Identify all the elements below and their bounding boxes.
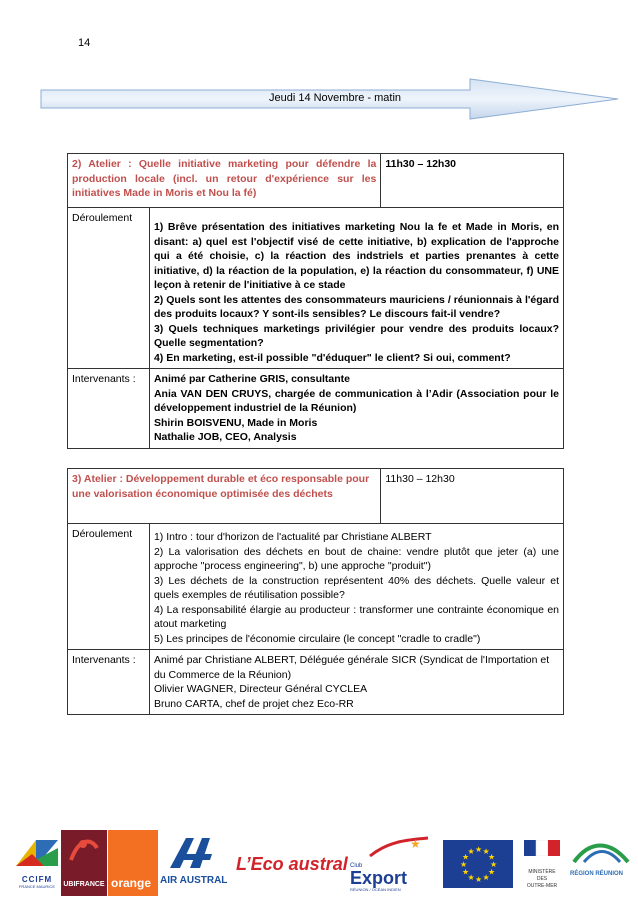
ministere-line-3: OUTRE-MER xyxy=(526,883,558,889)
atelier-3-intervenants xyxy=(149,650,563,715)
eco-austral-name: L’Eco austral xyxy=(236,854,348,874)
atelier-3-point: 5) Les principes de l'économie circulaire (le concept "cradle to cradle") xyxy=(153,632,481,645)
intervenant: Shirin BOISVENU, Made in Moris xyxy=(153,416,318,429)
atelier-2-intervenants xyxy=(149,369,563,449)
ccifm-logo xyxy=(14,836,60,894)
atelier-2-deroulement-label: Déroulement xyxy=(68,208,150,369)
eu-star-icon: ★ xyxy=(467,872,475,882)
atelier-3-deroulement xyxy=(149,524,563,650)
eu-star-icon: ★ xyxy=(462,867,470,877)
region-reunion-logo xyxy=(570,836,632,896)
intervenant: Animé par Catherine GRIS, consultante xyxy=(153,373,350,385)
club-export-logo xyxy=(350,836,432,896)
marianne-flag-icon xyxy=(524,840,560,856)
atelier-2-title: 2) Atelier : Quelle initiative marketing pour défendre la production locale (incl. un retour d'expérience sur les initiatives Made in Moris et Nou la fé) xyxy=(68,154,381,208)
orange-name: orange xyxy=(111,876,152,890)
banner-date-text: Jeudi 14 Novembre - matin xyxy=(268,92,402,104)
eu-star-icon: ★ xyxy=(482,872,490,882)
atelier-2-intervenants-label: Intervenants : xyxy=(68,369,150,449)
atelier-3-table xyxy=(67,468,564,715)
eu-flag-logo xyxy=(443,840,513,888)
atelier-3-point: 3) Les déchets de la construction représentent 40% des déchets. Quelle valeur et quels exemples de réutilisation possible? xyxy=(153,574,559,601)
atelier-3-deroulement-label: Déroulement xyxy=(68,524,150,650)
club-export-club: Club xyxy=(350,863,363,869)
intervenant: Bruno CARTA, chef de projet chez Eco-RR xyxy=(153,697,354,710)
atelier-2-point: 4) En marketing, est-il possible "d'éduquer" le client? Si oui, comment? xyxy=(153,351,511,364)
air-austral-emblem-icon xyxy=(160,836,232,870)
atelier-2-table xyxy=(67,153,564,449)
eu-star-icon: ★ xyxy=(462,852,470,862)
intervenant: Nathalie JOB, CEO, Analysis xyxy=(153,431,297,443)
region-name: RÉGION RÉUNION xyxy=(570,871,624,877)
intervenant: Ania VAN DEN CRUYS, chargée de communication à l’Adir (Association pour le développement industriel de la Réunion) xyxy=(153,387,559,414)
ministere-line-2: DES xyxy=(536,876,548,882)
orange-logo xyxy=(108,830,158,896)
ccifm-emblem-icon xyxy=(14,836,60,870)
eu-star-icon: ★ xyxy=(490,860,498,869)
eu-star-icon: ★ xyxy=(482,847,490,857)
atelier-3-title: 3) Atelier : Développement durable et éco responsable pour une valorisation économique optimisée des déchets xyxy=(68,469,381,524)
atelier-3-point: 4) La responsabilité élargie au producteur : transformer une contrainte économique en atout marketing xyxy=(153,603,559,630)
atelier-2-point: 3) Quels techniques marketings privilégier pour vendre des produits locaux? Quelle segmentation? xyxy=(153,322,559,349)
page-number: 14 xyxy=(78,37,91,49)
date-banner xyxy=(40,78,620,120)
eu-star-icon: ★ xyxy=(467,847,475,857)
region-emblem-icon xyxy=(570,836,632,866)
ubifrance-logo xyxy=(61,830,107,896)
intervenant: Olivier WAGNER, Directeur Général CYCLEA xyxy=(153,683,368,695)
atelier-3-intervenants-label: Intervenants : xyxy=(68,650,150,715)
intervenant: Animé par Christiane ALBERT, Déléguée générale SICR (Syndicat de l'Importation et du Commerce de la Réunion) xyxy=(153,654,550,681)
atelier-2-deroulement xyxy=(149,208,563,369)
atelier-2-time: 11h30 – 12h30 xyxy=(381,154,564,208)
club-export-stars-icon xyxy=(350,836,432,858)
ubifrance-swoosh-icon xyxy=(61,830,107,870)
atelier-3-point: 1) Intro : tour d'horizon de l'actualité par Christiane ALBERT xyxy=(153,531,432,543)
eu-stars-icon xyxy=(443,840,513,888)
club-export-name: Export xyxy=(350,868,408,888)
club-export-sub: RÉUNION / OCÉAN INDIEN xyxy=(350,887,401,892)
ccifm-sub: FRANCE MAURICE xyxy=(18,884,55,889)
svg-text:★: ★ xyxy=(410,837,421,851)
ministere-line-1: MINISTÈRE xyxy=(528,869,556,875)
atelier-2-point: 2) Quels sont les attentes des consommateurs mauriciens / réunionnais à l'égard des produits locaux? Y sont-ils sensibles? Le discours fait-il vendre? xyxy=(153,293,559,320)
ccifm-name: CCIFM xyxy=(21,875,53,884)
ubifrance-name: UBIFRANCE xyxy=(63,881,105,888)
eu-star-icon: ★ xyxy=(475,875,483,884)
eu-star-icon: ★ xyxy=(460,860,468,869)
eu-star-icon: ★ xyxy=(487,852,496,862)
ministere-logo xyxy=(520,840,564,898)
sponsor-logos xyxy=(0,828,638,903)
eco-austral-logo xyxy=(236,854,346,888)
atelier-2-point: 1) Brêve présentation des initiatives marketing Nou la fe et Made in Moris, en disant: a) quel est l'objectif visé de cette initiative, b) explication de l'approche qui a été choisie, c) la réaction des indstriels et parties prenantes à cette initiative, d) la réaction de la population, e) la réaction du consommateur, f) UNE leçon à retenir de l'initiative à ce stade xyxy=(153,221,559,291)
eu-star-icon: ★ xyxy=(475,845,483,854)
eu-star-icon: ★ xyxy=(487,867,496,877)
air-austral-name: AIR AUSTRAL xyxy=(160,875,228,886)
atelier-3-point: 2) La valorisation des déchets en bout de chaine: vendre plutôt que jeter (a) une approche "process engineering", b) une approche "produit") xyxy=(153,545,559,572)
atelier-3-time: 11h30 – 12h30 xyxy=(381,469,564,524)
air-austral-logo xyxy=(160,836,232,896)
